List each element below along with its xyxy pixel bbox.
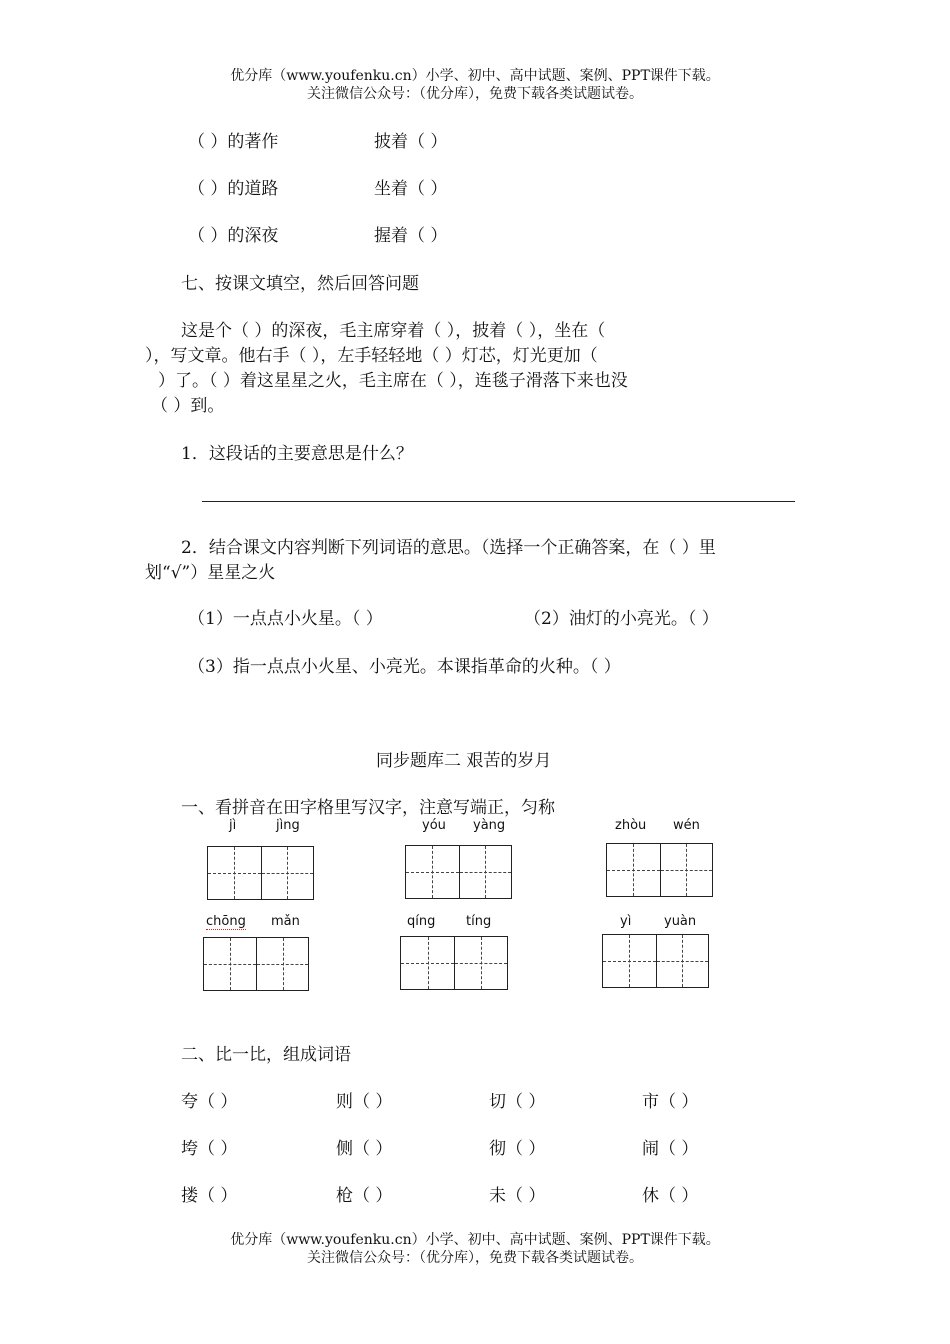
grid-cell[interactable]: [454, 937, 507, 989]
option-3: （3）指一点点小火星、小亮光。本课指革命的火种。（ ）: [188, 657, 621, 677]
grid-cell[interactable]: [204, 938, 256, 990]
grid-cell[interactable]: [607, 844, 660, 896]
pinyin-label: tíng: [466, 914, 492, 929]
pinyin-label: qíng: [407, 914, 436, 929]
part2-title: 二、比一比，组成词语: [181, 1045, 351, 1065]
passage-line-4: （ ）到。: [151, 396, 225, 416]
pinyin-label: yì: [620, 914, 632, 929]
option-1: （1）一点点小火星。（ ）: [188, 609, 383, 629]
phrase-right-3: 握着（ ）: [374, 226, 448, 246]
pinyin-label: jì: [229, 818, 237, 833]
compare-item: 休（ ）: [642, 1186, 699, 1206]
tianzige-grid[interactable]: [203, 937, 309, 991]
passage-line-2: ），写文章。他右手（ ），左手轻轻地（ ）灯芯，灯光更加（: [145, 346, 598, 366]
pinyin-label: yàng: [473, 818, 506, 833]
grid-cell[interactable]: [603, 935, 656, 987]
phrase-left-1: （ ）的著作: [188, 132, 279, 152]
compare-item: 彻（ ）: [489, 1139, 546, 1159]
tianzige-grid[interactable]: [405, 845, 512, 899]
phrase-left-3: （ ）的深夜: [188, 226, 279, 246]
pinyin-label: jìng: [276, 818, 300, 833]
grid-cell[interactable]: [459, 846, 512, 898]
tianzige-grid[interactable]: [602, 934, 709, 988]
section7-title: 七、按课文填空，然后回答问题: [181, 274, 419, 294]
header-line-1: 优分库（www.youfenku.cn）小学、初中、高中试题、案例、PPT课件下载。: [230, 68, 720, 84]
grid-cell[interactable]: [660, 844, 713, 896]
compare-item: 侧（ ）: [336, 1139, 393, 1159]
pinyin-label: [206, 914, 246, 929]
grid-cell[interactable]: [406, 846, 459, 898]
grid-cell[interactable]: [208, 847, 261, 899]
pinyin-label: wén: [673, 818, 700, 833]
compare-item: 枪（ ）: [336, 1186, 393, 1206]
answer-line[interactable]: [202, 501, 795, 502]
pinyin-text: chōng: [206, 914, 246, 929]
compare-item: 未（ ）: [489, 1186, 546, 1206]
tianzige-grid[interactable]: [606, 843, 713, 897]
compare-item: 垮（ ）: [181, 1139, 238, 1159]
footer-line-2: 关注微信公众号：（优分库），免费下载各类试题试卷。: [307, 1250, 643, 1266]
compare-item: 市（ ）: [642, 1092, 699, 1112]
compare-item: 搂（ ）: [181, 1186, 238, 1206]
option-2: （2）油灯的小亮光。（ ）: [524, 609, 719, 629]
phrase-right-2: 坐着（ ）: [374, 179, 448, 199]
question-2-line-2: 划“√”）星星之火: [145, 563, 276, 583]
lesson-title: 同步题库二 艰苦的岁月: [376, 751, 552, 771]
header-line-2: 关注微信公众号：（优分库），免费下载各类试题试卷。: [307, 86, 643, 102]
passage-line-3: ）了。（ ）着这星星之火，毛主席在（ ），连毯子滑落下来也没: [158, 371, 628, 391]
compare-item: 切（ ）: [489, 1092, 546, 1112]
grid-cell[interactable]: [261, 847, 314, 899]
compare-item: 闹（ ）: [642, 1139, 699, 1159]
phrase-right-1: 披着（ ）: [374, 132, 448, 152]
pinyin-label: yóu: [422, 818, 446, 833]
pinyin-label: mǎn: [271, 914, 300, 929]
compare-item: 夸（ ）: [181, 1092, 238, 1112]
question-2-line-1: 2．结合课文内容判断下列词语的意思。（选择一个正确答案，在（ ）里: [181, 538, 716, 558]
grid-cell[interactable]: [656, 935, 709, 987]
part1-title: 一、看拼音在田字格里写汉字，注意写端正，匀称: [181, 798, 555, 818]
tianzige-grid[interactable]: [400, 936, 508, 990]
pinyin-label: yuàn: [664, 914, 697, 929]
compare-item: 则（ ）: [336, 1092, 393, 1112]
tianzige-grid[interactable]: [207, 846, 314, 900]
grid-cell[interactable]: [256, 938, 308, 990]
passage-line-1: 这是个（ ）的深夜，毛主席穿着（ ），披着（ ），坐在（: [181, 321, 606, 341]
phrase-left-2: （ ）的道路: [188, 179, 279, 199]
pinyin-label: zhòu: [615, 818, 647, 833]
footer-line-1: 优分库（www.youfenku.cn）小学、初中、高中试题、案例、PPT课件下载。: [230, 1232, 720, 1248]
question-1: 1．这段话的主要意思是什么？: [181, 444, 413, 464]
grid-cell[interactable]: [401, 937, 454, 989]
